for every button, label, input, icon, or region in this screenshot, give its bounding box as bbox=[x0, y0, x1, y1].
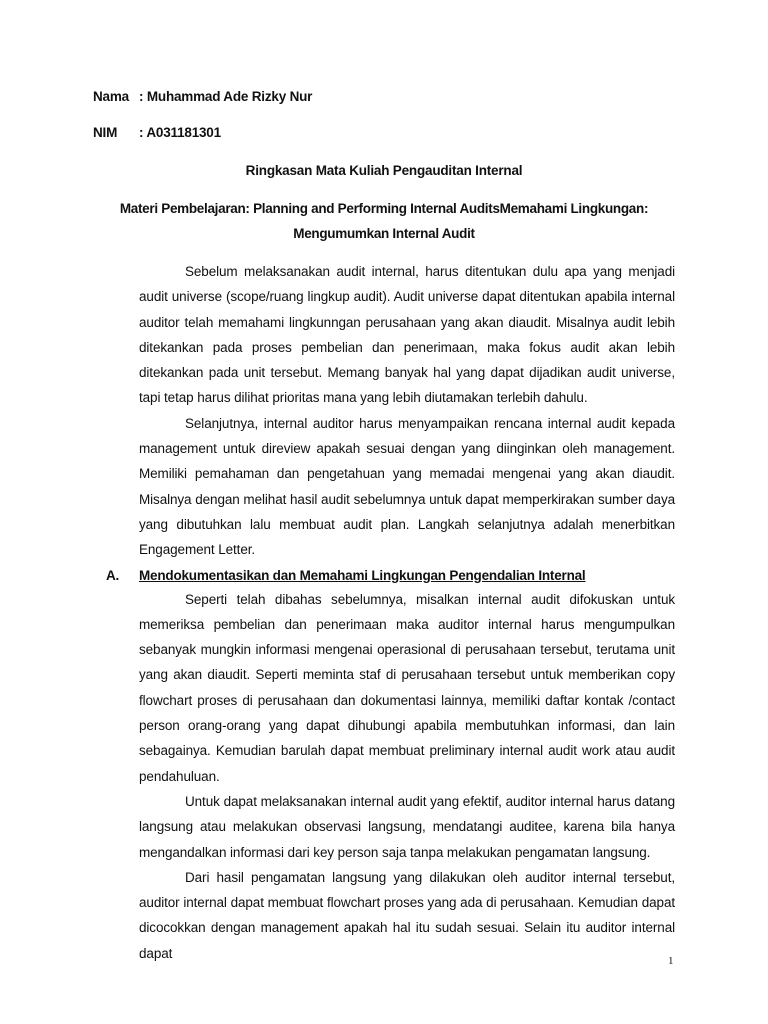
section-a-letter: A. bbox=[106, 567, 120, 583]
nim-row bbox=[93, 125, 221, 140]
document-title: Ringkasan Mata Kuliah Pengauditan Internal bbox=[245, 163, 523, 178]
name-row bbox=[93, 89, 312, 104]
document-subtitle: Materi Pembelajaran: Planning and Performing Internal AuditsMemahami Lingkungan: Mengumumkan Internal Audit bbox=[119, 201, 649, 241]
paragraph-intro-1: Sebelum melaksanakan audit internal, harus ditentukan dulu apa yang menjadi audit universe (scope/ruang lingkup audit). Audit universe dapat ditentukan apabila internal auditor telah memahami lingkunngan perusahaan yang akan diaudit. Misalnya audit lebih ditekankan pada proses pembelian dan penerimaan, maka fokus audit akan lebih ditekankan pada unit tersebut. Memang banyak hal yang dapat dijadikan audit universe, tapi tetap harus dilihat prioritas mana yang lebih diutamakan terlebih dahulu. bbox=[139, 264, 675, 406]
document-body bbox=[106, 259, 675, 966]
paragraph-section-a-2: Untuk dapat melaksanakan internal audit yang efektif, auditor internal harus datang langsung atau melakukan observasi langsung, mendatangi auditee, karena bila hanya mengandalkan informasi dari key person saja tanpa melakukan pengamatan langsung. bbox=[139, 793, 675, 860]
section-a-title: Mendokumentasikan dan Memahami Lingkungan Pengendalian Internal bbox=[139, 567, 586, 583]
paragraph-section-a-3: Dari hasil pengamatan langsung yang dilakukan oleh auditor internal tersebut, auditor internal dapat membuat flowchart proses yang ada di perusahaan. Kemudian dapat dicocokkan dengan management apakah hal itu sudah sesuai. Selain itu auditor internal dapat bbox=[139, 869, 675, 961]
paragraph-intro-2: Selanjutnya, internal auditor harus menyampaikan rencana internal audit kepada management untuk direview apakah sesuai dengan yang diinginkan oleh management. Memiliki pemahaman dan pengetahuan yang memadai mengenai yang akan diaudit. Misalnya dengan melihat hasil audit sebelumnya untuk dapat memperkirakan sumber daya yang dibutuhkan lalu membuat audit plan. Langkah selanjutnya adalah menerbitkan Engagement Letter. bbox=[139, 415, 675, 558]
paragraph-section-a-1: Seperti telah dibahas sebelumnya, misalkan internal audit difokuskan untuk memeriksa pembelian dan penerimaan maka auditor internal harus mengumpulkan sebanyak mungkin informasi mengenai operasional di perusahaan tersebut, terutama unit yang akan diaudit. Seperti meminta staf di perusahaan tersebut untuk memberikan copy flowchart proses di perusahaan dan dokumentasi lainnya, memiliki daftar kontak /contact person orang-orang yang dapat dihubungi apabila membutuhkan informasi, dan lain sebagainya. Kemudian barulah dapat membuat preliminary internal audit work atau audit pendahuluan. bbox=[139, 591, 675, 784]
name-value: : Muhammad Ade Rizky Nur bbox=[139, 89, 313, 104]
page-number: 1 bbox=[668, 955, 674, 967]
nim-label: NIM bbox=[93, 125, 118, 140]
section-a-heading bbox=[106, 564, 675, 587]
nim-value: : A031181301 bbox=[139, 125, 221, 140]
name-label: Nama bbox=[93, 89, 129, 104]
